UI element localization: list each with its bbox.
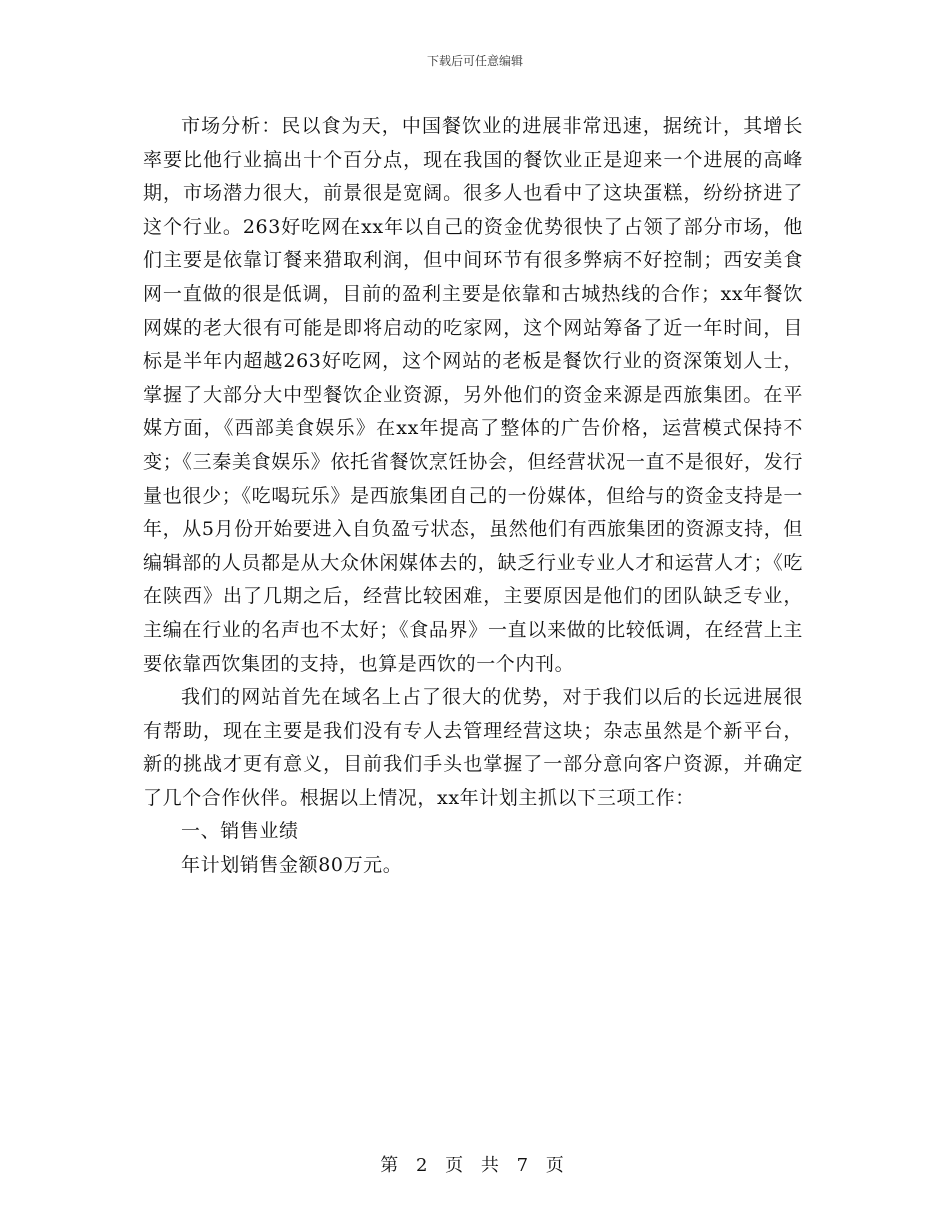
document-body <box>143 110 803 883</box>
paragraph-our-advantages: 我们的网站首先在域名上占了很大的优势，对于我们以后的长远进展很有帮助，现在主要是我们没有专人去管理经营这块；杂志虽然是个新平台，新的挑战才更有意义，目前我们手头也掌握了一部分意向客户资源，并确定了几个合作伙伴。根据以上情况，xx年计划主抓以下三项工作： <box>143 686 803 809</box>
paragraph-sales-target: 年计划销售金额80万元。 <box>181 854 403 877</box>
paragraph-market-analysis: 市场分析：民以食为天，中国餐饮业的进展非常迅速，据统计，其增长率要比他行业搞出十个百分点，现在我国的餐饮业正是迎来一个进展的高峰期，市场潜力很大，前景很是宽阔。很多人也看中了这块蛋糕，纷纷挤进了这个行业。263好吃网在xx年以自己的资金优势很快了占领了部分市场，他们主要是依靠订餐来猎取利润，但中间环节有很多弊病不好控制；西安美食网一直做的很是低调，目前的盈利主要是依靠和古城热线的合作；xx年餐饮网媒的老大很有可能是即将启动的吃家网，这个网站筹备了近一年时间，目标是半年内超越263好吃网，这个网站的老板是餐饮行业的资深策划人士，掌握了大部分大中型餐饮企业资源，另外他们的资金来源是西旅集团。在平媒方面，《西部美食娱乐》在xx年提高了整体的广告价格，运营模式保持不变；《三秦美食娱乐》依托省餐饮烹饪协会，但经营状况一直不是很好，发行量也很少；《吃喝玩乐》是西旅集团自己的一份媒体，但给与的资金支持是一年，从5月份开始要进入自负盈亏状态，虽然他们有西旅集团的资源支持，但编辑部的人员都是从大众休闲媒体去的，缺乏行业专业人才和运营人才；《吃在陕西》出了几期之后，经营比较困难，主要原因是他们的团队缺乏专业，主编在行业的名声也不太好；《食品界》一直以来做的比较低调，在经营上主要依靠西饮集团的支持，也算是西饮的一个内刊。 <box>143 115 803 675</box>
page-number: 第 2 页 共 7 页 <box>380 1155 570 1176</box>
page-header-note: 下载后可任意编辑 <box>426 54 523 68</box>
section-heading-sales: 一、销售业绩 <box>181 820 299 843</box>
